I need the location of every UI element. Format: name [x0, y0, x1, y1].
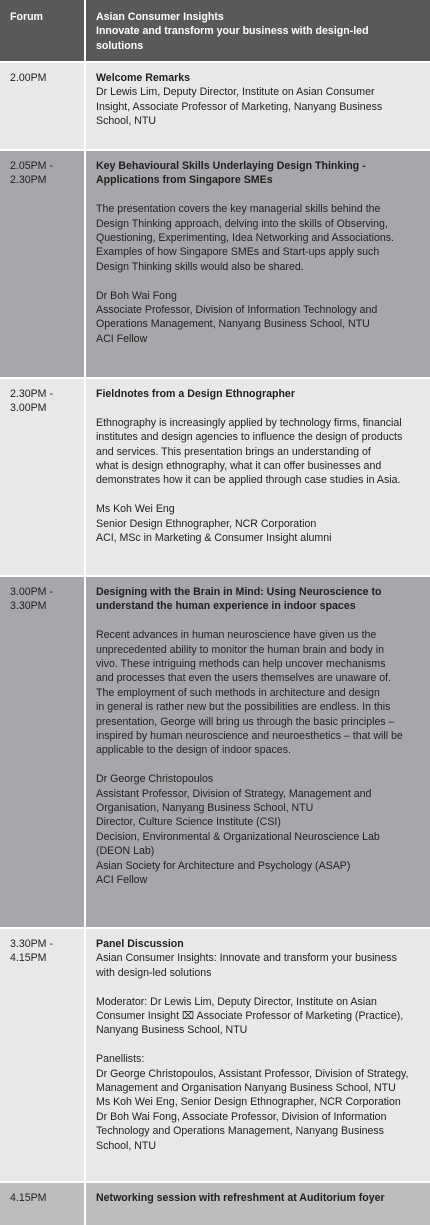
session-title: Panel Discussion: [96, 938, 184, 950]
time-text: 2.30PM -: [10, 388, 53, 400]
session-description: [96, 628, 422, 758]
session-description: [96, 202, 422, 274]
time-text: 3.00PM -: [10, 586, 53, 598]
speaker-line: Senior Design Ethnographer, NCR Corporation: [96, 517, 317, 530]
row-time: [0, 63, 86, 149]
speaker-line: Dr George Christopoulos: [96, 773, 214, 786]
speaker-block: [96, 289, 422, 347]
row-time: [0, 151, 86, 377]
time-text: 3.30PM: [10, 600, 47, 613]
row-content: [86, 1183, 430, 1225]
moderator-line: Nanyang Business School, NTU: [96, 1024, 248, 1037]
header-col1: Forum: [10, 11, 43, 23]
header-forum: [0, 0, 86, 61]
moderator-line: Moderator: Dr Lewis Lim, Deputy Director, Institute on Asian: [96, 995, 377, 1008]
desc-line: Questioning, Experimenting, Idea Networking and Associations.: [96, 232, 394, 245]
speaker-line: Organisation, Nanyang Business School, NTU: [96, 802, 314, 815]
row-content: [86, 63, 430, 149]
panellist-line: Dr George Christopoulos, Assistant Professor, Division of Strategy,: [96, 1067, 409, 1080]
agenda-row-neuroscience: [0, 577, 430, 929]
desc-line: and services. This presentation brings an understanding of: [96, 445, 371, 458]
speaker-line: Insight, Associate Professor of Marketing, Nanyang Business: [96, 100, 383, 113]
desc-line: institutes and design agencies to influence the design of products: [96, 431, 403, 444]
session-title: Applications from Singapore SMEs: [96, 174, 273, 187]
speaker-line: ACI Fellow: [96, 332, 148, 345]
agenda-row-panel: [0, 929, 430, 1183]
desc-line: and processes that even the users themselves are unaware of.: [96, 672, 392, 685]
desc-line: applicable to the design of indoor spaces.: [96, 744, 291, 757]
speaker-line: Operations Management, Nanyang Business School, NTU: [96, 318, 370, 331]
time-text: 3.00PM: [10, 402, 47, 415]
row-content: [86, 151, 430, 377]
moderator-block: [96, 995, 422, 1038]
speaker-line: (DEON Lab): [96, 845, 155, 858]
time-text: 3.30PM -: [10, 938, 53, 950]
time-text: 2.30PM: [10, 174, 47, 187]
header-col2: Asian Consumer Insights: [96, 11, 224, 23]
session-title: Fieldnotes from a Design Ethnographer: [96, 388, 295, 400]
panellist-line: School, NTU: [96, 1139, 157, 1152]
session-description: [96, 416, 422, 488]
time-text: 2.00PM: [10, 72, 47, 84]
table-header: [0, 0, 430, 63]
header-sub-line: Innovate and transform your business with design-led: [96, 25, 369, 38]
speaker-line: School, NTU: [96, 115, 157, 128]
moderator-line: Consumer Insight ⌧ Associate Professor of Marketing (Practice),: [96, 1010, 404, 1023]
speaker-line: Ms Koh Wei Eng: [96, 503, 175, 516]
desc-line: in general is rather new but the possibilities are endless. In this: [96, 701, 391, 714]
session-title: Networking session with refreshment at Auditorium foyer: [96, 1192, 385, 1204]
speaker-line: Asian Society for Architecture and Psychology (ASAP): [96, 859, 351, 872]
agenda-row-ethnographer: [0, 379, 430, 577]
desc-line: The employment of such methods in architecture and design: [96, 686, 380, 699]
desc-line: demonstrates how it can be applied through case studies in Asia.: [96, 474, 401, 487]
row-content: [86, 929, 430, 1181]
row-content: [86, 577, 430, 927]
topic-line: with design-led solutions: [96, 966, 212, 979]
desc-line: inspired by human neuroscience and neuroesthetics – that will be: [96, 730, 403, 743]
session-title: Welcome Remarks: [96, 72, 191, 84]
row-time: [0, 929, 86, 1181]
speaker-block: [96, 772, 422, 887]
row-content: [86, 379, 430, 575]
header-topic: [86, 0, 430, 61]
speaker-line: Associate Professor, Division of Information Technology and: [96, 304, 378, 317]
speaker-line: Director, Culture Science Institute (CSI): [96, 816, 281, 829]
time-text: 4.15PM: [10, 1192, 47, 1204]
time-text: 4.15PM: [10, 952, 47, 965]
desc-line: The presentation covers the key managerial skills behind the: [96, 203, 381, 216]
desc-line: unprecedented ability to monitor the human brain and body in: [96, 643, 384, 656]
desc-line: Recent advances in human neuroscience have given us the: [96, 629, 377, 642]
panellists-block: [96, 1052, 422, 1153]
speaker-block: [96, 502, 422, 545]
speaker-line: Assistant Professor, Division of Strategy, Management and: [96, 787, 372, 800]
panellist-line: Technology and Operations Management, Nanyang Business: [96, 1125, 384, 1138]
speaker-line: ACI, MSc in Marketing & Consumer Insight alumni: [96, 532, 332, 545]
speaker-line: Decision, Environmental & Organizational Neuroscience Lab: [96, 830, 380, 843]
agenda-row-welcome: [0, 63, 430, 151]
desc-line: presentation, George will bring us through the basic principles –: [96, 715, 395, 728]
session-title: Designing with the Brain in Mind: Using Neuroscience to: [96, 586, 382, 598]
panellist-line: Dr Boh Wai Fong, Associate Professor, Division of Information: [96, 1110, 387, 1123]
row-time: [0, 1183, 86, 1225]
speaker-line: Dr Lewis Lim, Deputy Director, Institute on Asian Consumer: [96, 86, 375, 99]
session-title: Key Behavioural Skills Underlaying Design Thinking -: [96, 160, 366, 172]
speaker-line: ACI Fellow: [96, 874, 148, 887]
time-text: 2.05PM -: [10, 160, 53, 172]
session-title: understand the human experience in indoor spaces: [96, 600, 356, 613]
desc-line: what is design ethnography, what it can offer businesses and: [96, 460, 382, 473]
desc-line: vivo. These intriguing methods can help uncover mechanisms: [96, 658, 386, 671]
desc-line: Design Thinking approach, delving into the skills of Observing,: [96, 217, 388, 230]
desc-line: Ethnography is increasingly applied by technology firms, financial: [96, 416, 402, 429]
agenda-row-design-thinking: [0, 151, 430, 379]
panellist-line: Panellists:: [96, 1053, 145, 1066]
desc-line: Examples of how Singapore SMEs and Start-ups apply such: [96, 246, 380, 259]
topic-line: Asian Consumer Insights: Innovate and transform your business: [96, 952, 397, 965]
header-sub-line: solutions: [96, 39, 144, 52]
panellist-line: Ms Koh Wei Eng, Senior Design Ethnographer, NCR Corporation: [96, 1096, 401, 1109]
row-time: [0, 379, 86, 575]
desc-line: Design Thinking skills would also be shared.: [96, 260, 304, 273]
speaker-line: Dr Boh Wai Fong: [96, 289, 177, 302]
agenda-row-networking: [0, 1183, 430, 1225]
panellist-line: Management and Organisation Nanyang Business School, NTU: [96, 1082, 396, 1095]
row-time: [0, 577, 86, 927]
